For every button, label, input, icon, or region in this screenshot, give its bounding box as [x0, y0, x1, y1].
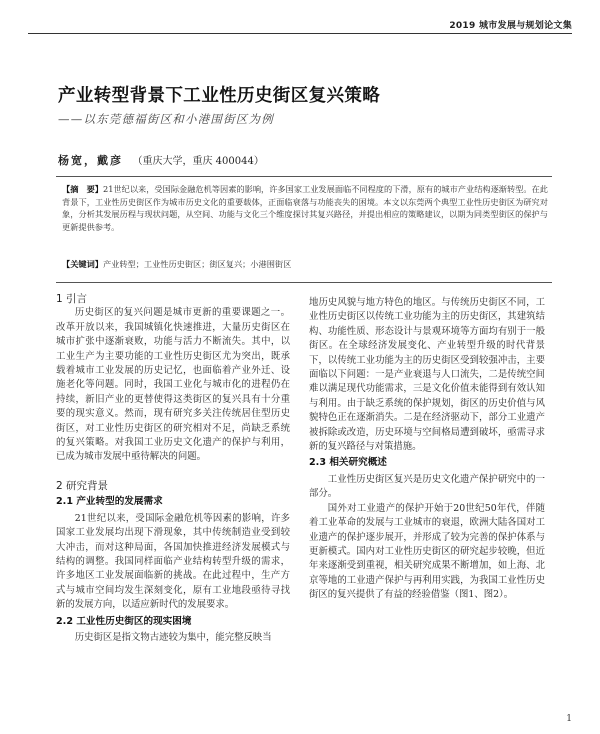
subsection-2-3-paragraph-2: 国外对工业遗产的保护开始于20世纪50年代，伴随着工业革命的发展与工业城市的衰退，欧洲大陆各国对工业遗产的保护逐步展开，并形成了较为完善的保护体系与更新模式。国内对工业性历史街区的研究起步较晚，但近年来逐渐受到重视，相关研究成果不断增加，如上海、北京等地的工业遗产保护与再利用实践，为我国工业性历史街区的复兴提供了有益的经验借鉴（图1、图2）。: [309, 502, 545, 601]
page-number: 1: [566, 714, 572, 724]
abstract-text: 21世纪以来，受国际金融危机等因素的影响，许多国家工业发展面临不同程度的下滑，原有的城市产业结构逐渐转型。在此背景下，工业性历史街区作为城市历史文化的重要载体，正面临衰落与功能丧失的困境。本文以东莞两个典型工业性历史街区为研究对象，分析其发展历程与现状问题，从空间、功能与文化三个维度探讨其复兴路径，并提出相应的策略建议，以期为同类型街区的保护与更新提供参考。: [62, 184, 548, 232]
subsection-2-2-paragraph: 历史街区是指文物古迹较为集中，能完整反映当: [74, 631, 272, 643]
subsection-heading-2-3: 2.3 相关研究概述: [309, 457, 387, 469]
abstract-label: 【摘 要】: [62, 184, 103, 194]
subsection-heading-2-2: 2.2 工业性历史街区的现实困境: [56, 615, 192, 627]
left-column: [56, 292, 290, 645]
running-header: 2019 城市发展与规划论文集: [449, 21, 572, 31]
abstract-box: [56, 176, 552, 283]
author-affiliation: （重庆大学，重庆 400044）: [132, 156, 264, 167]
keywords-label: 【关键词】: [62, 259, 103, 269]
header-rule: [28, 33, 572, 34]
keywords-text: 产业转型；工业性历史街区；街区复兴；小港围街区: [102, 259, 292, 269]
right-column: [309, 296, 545, 603]
intro-paragraph: 历史街区的复兴问题是城市更新的重要课题之一。改革开放以来，我国城镇化快速推进，大量历史街区在城市扩张中逐渐衰败，功能与活力不断流失。其中，以工业生产为主要功能的工业性历史街区尤为突出，既承载着城市工业发展的历史记忆，也面临着产业外迁、设施老化等问题。同时，我国工业化与城市化的进程仍在持续，新旧产业的更替使得这类街区的复兴具有十分重要的现实意义。然而，现有研究多关注传统居住型历史街区，对工业性历史街区的研究相对不足，尚缺乏系统的复兴策略。对我国工业历史文化遗产的保护与利用，已成为城市发展中亟待解决的问题。: [56, 307, 290, 463]
abstract: [62, 183, 548, 233]
right-continuation-paragraph: 地历史风貌与地方特色的地区。与传统历史街区不同，工业性历史街区以传统工业功能为主的历史街区，其建筑结构、功能性质、形态设计与景观环境等方面均有别于一般街区。在全球经济发展变化、产业转型升级的时代背景下，以传统工业功能为主的历史街区受到较强冲击，主要面临以下问题：一是产业衰退与人口流失，二是传统空间难以满足现代功能需求，三是文化价值未能得到有效认知与利用。由于缺乏系统的保护规划，街区的历史价值与风貌特色正在逐渐消失。二是在经济驱动下，部分工业遗产被拆除或改造，历史环境与空间格局遭到破坏，亟需寻求新的复兴路径与对策措施。: [309, 297, 545, 453]
subsection-heading-2-1: 2.1 产业转型的发展需求: [56, 496, 163, 508]
paper-subtitle: ——以东莞德福街区和小港围街区为例: [58, 112, 274, 126]
keywords: [62, 259, 548, 270]
author-line: [58, 152, 264, 168]
section-heading-background: 2 研究背景: [56, 479, 109, 492]
paper-title: 产业转型背景下工业性历史街区复兴策略: [58, 86, 381, 106]
subsection-2-3-paragraph-1: 工业性历史街区复兴是历史文化遗产保护研究中的一部分。: [309, 473, 545, 500]
author-names: 杨宽，戴彦: [58, 154, 123, 167]
section-heading-introduction: 1 引言: [56, 293, 88, 305]
subsection-2-1-paragraph: 21世纪以来，受国际金融危机等因素的影响，许多国家工业发展均出现下滑现象，其中传统制造业受到较大冲击，而对这种局面，各国加快推进经济发展模式与结构的调整。我国同样面临产业结构转型升级的需求，许多地区工业发展面临新的挑战。在此过程中，生产方式与城市空间均发生深刻变化，原有工业地段亟待寻找新的发展方向，以适应新时代的发展要求。: [56, 512, 290, 611]
